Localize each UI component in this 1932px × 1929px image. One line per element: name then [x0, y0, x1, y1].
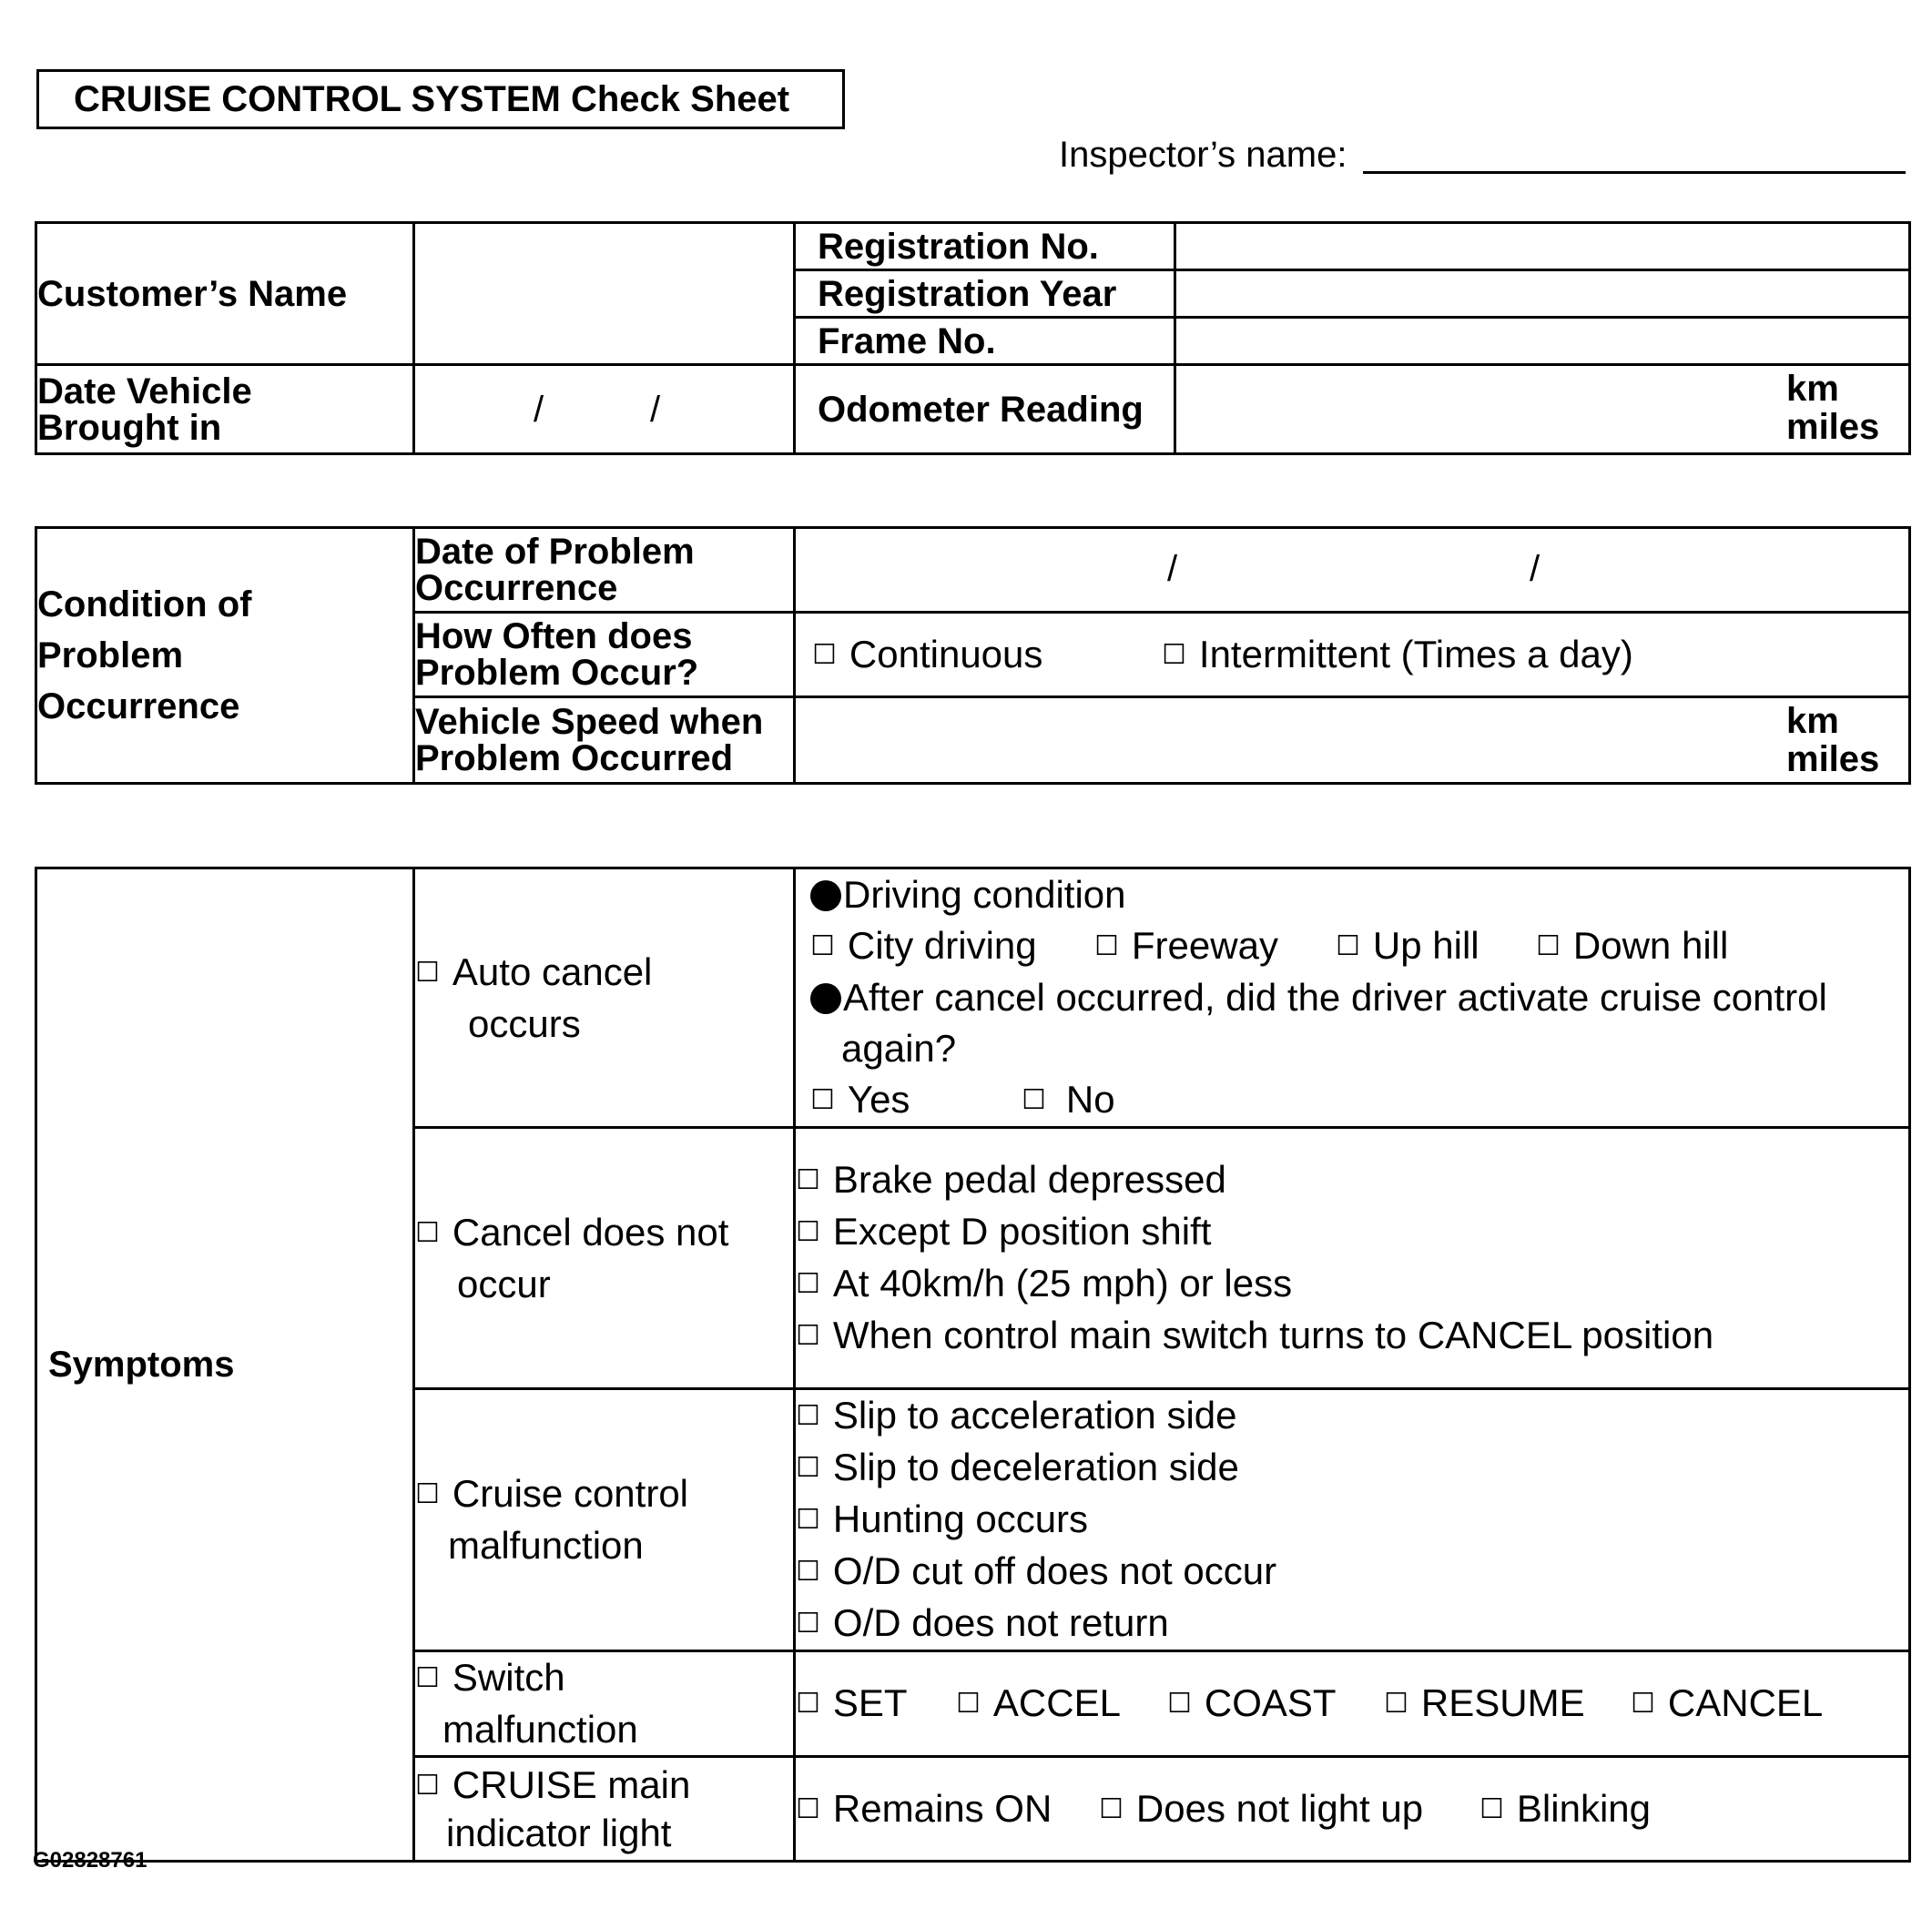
checkbox-icon[interactable]: ☐ [1536, 931, 1561, 961]
date-of-problem-label [414, 528, 795, 613]
option-label: Remains ON [832, 1786, 1052, 1830]
list-item[interactable] [796, 1206, 1908, 1258]
checkbox-icon[interactable]: ☐ [796, 1793, 820, 1824]
odometer-unit [1786, 370, 1885, 446]
option-label: Blinking [1516, 1786, 1651, 1830]
list-item-label: Slip to acceleration side [832, 1394, 1237, 1437]
indicator-light-line2: indicator light [446, 1811, 672, 1854]
condition-table [35, 526, 1911, 785]
condition-label-line1: Condition of [37, 584, 252, 624]
option-label: Down hill [1572, 924, 1729, 967]
checkbox-icon[interactable]: ☐ [415, 957, 440, 988]
page-title: CRUISE CONTROL SYSTEM Check Sheet [36, 69, 845, 129]
checkbox-icon[interactable]: ☐ [415, 1217, 440, 1248]
option-label: COAST [1204, 1681, 1337, 1724]
reactivate-question [810, 972, 1908, 1023]
driving-condition-label: Driving condition [843, 873, 1126, 916]
list-item-label: O/D does not return [832, 1601, 1169, 1644]
unit-miles: miles [1786, 407, 1880, 447]
checkbox-icon[interactable]: ☐ [796, 1557, 820, 1587]
checkbox-icon[interactable]: ☐ [796, 1609, 820, 1639]
frame-no-label: Frame No. [795, 318, 1175, 365]
registration-year-field[interactable] [1175, 270, 1910, 318]
option-continuous[interactable] [812, 629, 1162, 681]
how-often-label [414, 613, 795, 697]
cancel-not-occur-details [795, 1128, 1910, 1389]
date-of-problem-line1: Date of Problem [415, 532, 695, 572]
option-up-hill[interactable] [1336, 920, 1536, 972]
odometer-label: Odometer Reading [795, 365, 1175, 454]
symptom-auto-cancel[interactable] [414, 868, 795, 1128]
checkbox-icon[interactable]: ☐ [1384, 1689, 1408, 1719]
option-label: SET [832, 1681, 908, 1724]
auto-cancel-label: Auto cancel [452, 949, 653, 993]
option-label: City driving [847, 924, 1037, 967]
list-item[interactable] [796, 1598, 1908, 1650]
switch-malfunction-label: Switch [452, 1656, 565, 1699]
date-separator: / [534, 390, 544, 430]
indicator-light-options [795, 1757, 1910, 1862]
option-cancel[interactable] [1631, 1678, 1823, 1730]
option-set[interactable] [796, 1678, 956, 1730]
checkbox-icon[interactable]: ☐ [1480, 1793, 1504, 1824]
checkbox-icon[interactable]: ☐ [810, 931, 835, 961]
vehicle-speed-field[interactable] [795, 697, 1910, 784]
list-item-label: Brake pedal depressed [832, 1158, 1226, 1201]
option-label: Yes [847, 1078, 910, 1121]
reactivate-options [810, 1074, 1908, 1126]
option-freeway[interactable] [1094, 920, 1336, 972]
odometer-field[interactable] [1175, 365, 1910, 454]
unit-km: km [1786, 701, 1839, 741]
checkbox-icon[interactable]: ☐ [810, 1085, 835, 1115]
inspector-label: Inspector’s name: [1059, 135, 1347, 175]
symptom-indicator-light[interactable] [414, 1757, 795, 1862]
checkbox-icon[interactable]: ☐ [415, 1479, 440, 1509]
option-yes[interactable] [810, 1074, 1022, 1126]
option-label: Does not light up [1135, 1786, 1424, 1830]
cruise-malfunction-details [795, 1389, 1910, 1651]
option-city-driving[interactable] [810, 920, 1094, 972]
how-often-options [795, 613, 1910, 697]
option-accel[interactable] [956, 1678, 1167, 1730]
inspector-name-field[interactable] [1363, 171, 1906, 174]
vehicle-speed-line1: Vehicle Speed when [415, 702, 764, 742]
customer-name-label: Customer’s Name [36, 223, 414, 365]
switch-malfunction-options [795, 1651, 1910, 1757]
how-often-line1: How Often does [415, 616, 693, 656]
vehicle-speed-line2: Problem Occurred [415, 738, 734, 778]
option-label: ACCEL [992, 1681, 1121, 1724]
date-brought-in-label-line2: Brought in [37, 407, 222, 448]
bullet-icon [810, 983, 841, 1014]
symptoms-table [35, 867, 1911, 1863]
auto-cancel-details [795, 868, 1910, 1128]
option-intermittent-label: Intermittent (Times a day) [1198, 632, 1633, 675]
checkbox-icon[interactable]: ☐ [956, 1689, 981, 1719]
figure-id: G02828761 [33, 1848, 147, 1873]
option-coast[interactable] [1167, 1678, 1384, 1730]
list-item[interactable] [796, 1310, 1908, 1362]
list-item-label: At 40km/h (25 mph) or less [832, 1262, 1293, 1305]
checkbox-icon[interactable]: ☐ [796, 1269, 820, 1299]
checkbox-icon[interactable]: ☐ [796, 1453, 820, 1483]
checkbox-icon[interactable]: ☐ [1094, 931, 1119, 961]
list-item-label: Hunting occurs [832, 1498, 1089, 1540]
symptom-cruise-malfunction[interactable] [414, 1389, 795, 1651]
cruise-malfunction-line1 [415, 1468, 793, 1520]
option-does-not-light-up[interactable] [1099, 1783, 1480, 1835]
option-label: RESUME [1420, 1681, 1585, 1724]
checkbox-icon[interactable]: ☐ [1167, 1689, 1192, 1719]
checkbox-icon[interactable]: ☐ [415, 1770, 440, 1801]
cancel-not-occur-line2: occur [457, 1262, 551, 1305]
list-item[interactable] [796, 1546, 1908, 1598]
switch-malfunction-line2: malfunction [442, 1708, 638, 1751]
symptom-switch-malfunction[interactable] [414, 1651, 795, 1757]
checkbox-icon[interactable]: ☐ [1022, 1085, 1046, 1115]
list-item[interactable] [796, 1154, 1908, 1206]
checkbox-icon[interactable]: ☐ [1336, 931, 1360, 961]
checkbox-icon[interactable]: ☐ [1162, 639, 1186, 670]
cancel-not-occur-line1 [415, 1207, 793, 1259]
option-label: No [1065, 1078, 1115, 1121]
registration-no-field[interactable] [1175, 223, 1910, 270]
date-brought-in-field[interactable] [414, 365, 795, 454]
auto-cancel-line2: occurs [468, 1001, 581, 1045]
vehicle-speed-label [414, 697, 795, 784]
unit-km: km [1786, 369, 1839, 409]
condition-label-line3: Occurrence [37, 686, 240, 726]
option-label: Up hill [1372, 924, 1480, 967]
checkbox-icon[interactable]: ☐ [796, 1401, 820, 1431]
indicator-light-label: CRUISE main [452, 1762, 691, 1806]
auto-cancel-line1 [415, 947, 793, 999]
date-of-problem-line2: Occurrence [415, 568, 618, 608]
list-item[interactable] [796, 1442, 1908, 1494]
unit-miles: miles [1786, 739, 1880, 779]
option-down-hill[interactable] [1536, 920, 1728, 972]
date-separator: / [1167, 549, 1178, 589]
list-item-label: When control main switch turns to CANCEL position [832, 1314, 1714, 1356]
option-blinking[interactable] [1480, 1783, 1651, 1835]
switch-malfunction-line1 [415, 1652, 793, 1704]
checkbox-icon[interactable]: ☐ [796, 1165, 820, 1195]
list-item-label: Except D position shift [832, 1210, 1212, 1253]
registration-year-label: Registration Year [795, 270, 1175, 318]
list-item[interactable] [796, 1494, 1908, 1546]
indicator-light-line1 [415, 1761, 793, 1810]
option-intermittent[interactable] [1162, 629, 1633, 681]
checkbox-icon[interactable]: ☐ [415, 1663, 440, 1693]
option-no[interactable] [1022, 1074, 1115, 1126]
cancel-not-occur-label: Cancel does not [452, 1210, 729, 1254]
option-resume[interactable] [1384, 1678, 1631, 1730]
symptom-cancel-not-occur[interactable] [414, 1128, 795, 1389]
date-brought-in-label [36, 365, 414, 454]
driving-condition-options [810, 920, 1908, 972]
checkbox-icon[interactable]: ☐ [796, 1321, 820, 1351]
option-label: Freeway [1131, 924, 1278, 967]
how-often-line2: Problem Occur? [415, 653, 699, 693]
date-separator: / [650, 390, 661, 430]
cruise-malfunction-label: Cruise control [452, 1472, 689, 1515]
speed-unit [1786, 702, 1885, 778]
list-item-label: O/D cut off does not occur [832, 1549, 1277, 1592]
checkbox-icon[interactable]: ☐ [812, 639, 837, 670]
customer-name-field[interactable] [414, 223, 795, 365]
cruise-malfunction-line2: malfunction [448, 1524, 644, 1567]
option-label: CANCEL [1667, 1681, 1824, 1724]
driving-condition-heading [810, 869, 1908, 920]
condition-label-line2: Problem [37, 635, 184, 675]
checkbox-icon[interactable]: ☐ [796, 1689, 820, 1719]
date-brought-in-label-line1: Date Vehicle [37, 371, 252, 411]
reactivate-question-line2: again? [841, 1027, 957, 1070]
checkbox-icon[interactable]: ☐ [1631, 1689, 1655, 1719]
date-separator: / [1530, 549, 1541, 589]
date-of-problem-field[interactable] [795, 528, 1910, 613]
list-item-label: Slip to deceleration side [832, 1446, 1239, 1488]
symptoms-section-label: Symptoms [36, 868, 414, 1862]
checkbox-icon[interactable]: ☐ [796, 1217, 820, 1247]
checkbox-icon[interactable]: ☐ [1099, 1793, 1124, 1824]
option-remains-on[interactable] [796, 1783, 1099, 1835]
frame-no-field[interactable] [1175, 318, 1910, 365]
checkbox-icon[interactable]: ☐ [796, 1505, 820, 1535]
reactivate-question-line1: After cancel occurred, did the driver activate cruise control [843, 976, 1827, 1019]
vehicle-info-table [35, 221, 1911, 455]
list-item[interactable] [796, 1390, 1908, 1442]
option-continuous-label: Continuous [849, 632, 1043, 675]
list-item[interactable] [796, 1258, 1908, 1310]
bullet-icon [810, 880, 841, 911]
registration-no-label: Registration No. [795, 223, 1175, 270]
condition-section-label [36, 528, 414, 784]
